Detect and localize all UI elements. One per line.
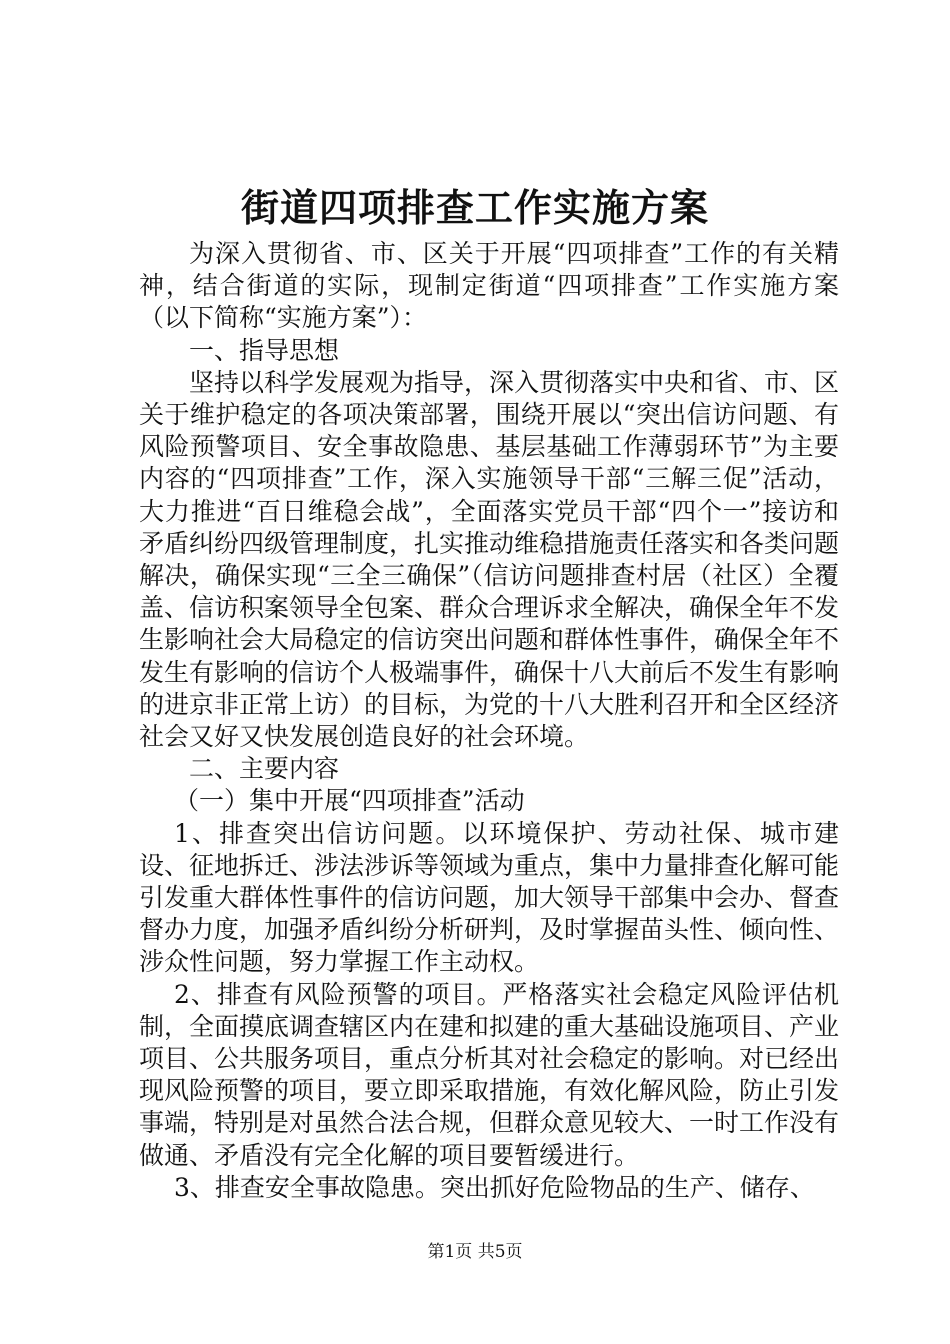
item-2-paragraph: 2、排查有风险预警的项目。严格落实社会稳定风险评估机制，全面摸底调查辖区内在建和拟建的重大基础设施项目、产业项目、公共服务项目，重点分析其对社会稳定的影响。对已经出现风险预警的项目，要立即采取措施，有效化解风险，防止引发事端，特别是对虽然合法合规，但群众意见较大、一时工作没有做通、矛盾没有完全化解的项目要暂缓进行。: [139, 979, 840, 1170]
item-3-paragraph: 3、排查安全事故隐患。突出抓好危险物品的生产、储存、: [174, 1172, 815, 1202]
item-1-paragraph: 1、排查突出信访问题。以环境保护、劳动社保、城市建设、征地拆迁、涉法涉诉等领域为重点，集中力量排查化解可能引发重大群体性事件的信访问题，加大领导干部集中会办、督查督办力度，加强矛盾纠纷分析研判，及时掌握苗头性、倾向性、涉众性问题，努力掌握工作主动权。: [139, 818, 840, 977]
intro-paragraph: 为深入贯彻省、市、区关于开展“四项排查”工作的有关精神，结合街道的实际，现制定街道“四项排查”工作实施方案（以下简称“实施方案”）：: [139, 239, 839, 333]
subsection-heading-four-checks: （一）集中开展“四项排查”活动: [174, 786, 525, 816]
section-heading-main-content: 二、主要内容: [189, 754, 340, 784]
section-heading-guiding-ideology: 一、指导思想: [189, 335, 340, 365]
guiding-ideology-paragraph: 坚持以科学发展观为指导，深入贯彻落实中央和省、市、区关于维护稳定的各项决策部署，围绕开展以“突出信访问题、有风险预警项目、安全事故隐患、基层基础工作薄弱环节”为主要内容的“四项排查”工作，深入实施领导干部“三解三促”活动，大力推进“百日维稳会战”，全面落实党员干部“四个一”接访和矛盾纠纷四级管理制度，扎实推动维稳措施责任落实和各类问题解决，确保实现“三全三确保”（信访问题排查村居（社区）全覆盖、信访积案领导全包案、群众合理诉求全解决，确保全年不发生影响社会大局稳定的信访突出问题和群体性事件，确保全年不发生有影响的信访个人极端事件，确保十八大前后不发生有影响的进京非正常上访）的目标，为党的十八大胜利召开和全区经济社会又好又快发展创造良好的社会环境。: [139, 367, 840, 752]
document-body: [139, 238, 839, 1204]
page-footer: 第1页 共5页: [427, 1242, 523, 1262]
document-title: 街道四项排查工作实施方案: [240, 185, 709, 230]
